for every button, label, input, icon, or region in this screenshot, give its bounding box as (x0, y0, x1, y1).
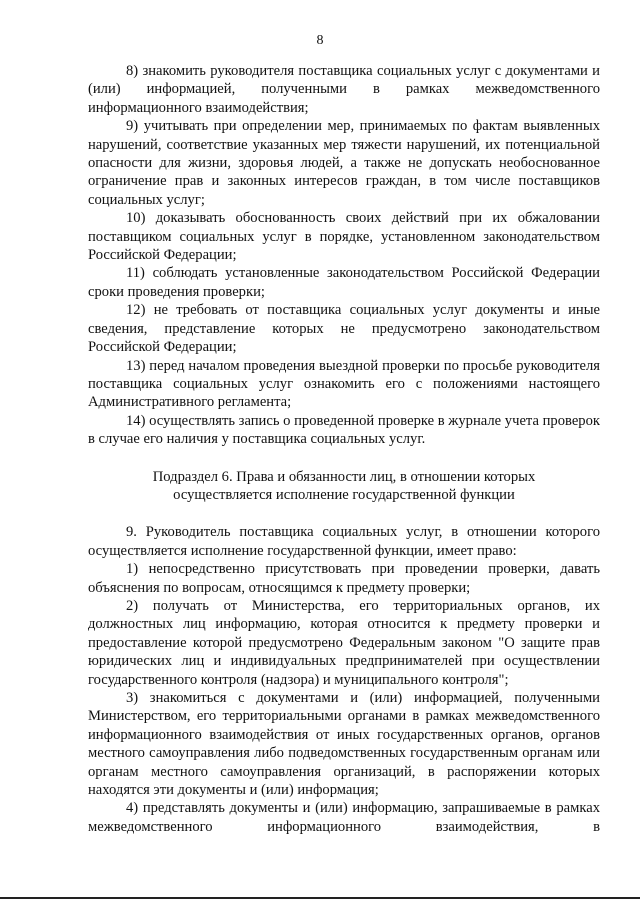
list-item-13: 13) перед началом проведения выездной проверки по просьбе руководителя поставщика социальных услуг ознакомить его с положениями настоящего Административного регламента; (88, 357, 600, 411)
rights-item-2: 2) получать от Министерства, его территориальных органов, их должностных лиц информацию, которая относится к предмету проверки и предоставление которой предусмотрено Федеральным законом "О защите прав юридических лиц и индивидуальных предпринимателей при осуществлении государственного контроля (надзора) и муниципального контроля"; (88, 597, 600, 688)
page-bottom-edge (0, 897, 640, 899)
list-item-10: 10) доказывать обоснованность своих действий при их обжаловании поставщиком социальных услуг в порядке, установленном законодательством Российской Федерации; (88, 210, 600, 264)
section-title-line-1: Подраздел 6. Права и обязанности лиц, в отношении которых (152, 468, 536, 485)
rights-item-1: 1) непосредственно присутствовать при проведении проверки, давать объяснения по вопросам, относящимся к предмету проверки; (88, 561, 600, 596)
section-title-line-2: осуществляется исполнение государственной функции (173, 486, 515, 503)
rights-item-4: 4) представлять документы и (или) информацию, запрашиваемые в рамках межведомственного информационного взаимодействия, в (88, 800, 600, 835)
list-item-12: 12) не требовать от поставщика социальных услуг документы и иные сведения, представление которых не предусмотрено законодательством Российской Федерации; (88, 302, 600, 356)
section-title (88, 468, 600, 505)
rights-item-3: 3) знакомиться с документами и (или) информацией, полученными Министерством, его территориальными органами в рамках межведомственного информационного взаимодействия от иных государственных органов, органов местного самоуправления либо подведомственных государственным органам или органам местного самоуправления организаций, в распоряжении которых находятся эти документы и (или) информация; (88, 690, 600, 799)
list-item-11: 11) соблюдать установленные законодательством Российской Федерации сроки проведения проверки; (88, 265, 600, 300)
document-body (88, 62, 600, 836)
list-item-8: 8) знакомить руководителя поставщика социальных услуг с документами и (или) информацией, полученными в рамках межведомственного информационного взаимодействия; (88, 63, 600, 116)
list-item-14: 14) осуществлять запись о проведенной проверке в журнале учета проверок в случае его наличия у поставщика социальных услуг. (88, 412, 600, 448)
page-number: 8 (316, 33, 324, 48)
list-item-9: 9) учитывать при определении мер, принимаемых по фактам выявленных нарушений, соответствие указанных мер тяжести нарушений, их потенциальной опасности для жизни, здоровья людей, а также не допускать необоснованное ограничение прав и законных интересов граждан, в том числе поставщиков социальных услуг; (88, 118, 600, 208)
paragraph-9: 9. Руководитель поставщика социальных услуг, в отношении которого осуществляется исполнение государственной функции, имеет право: (88, 524, 600, 559)
